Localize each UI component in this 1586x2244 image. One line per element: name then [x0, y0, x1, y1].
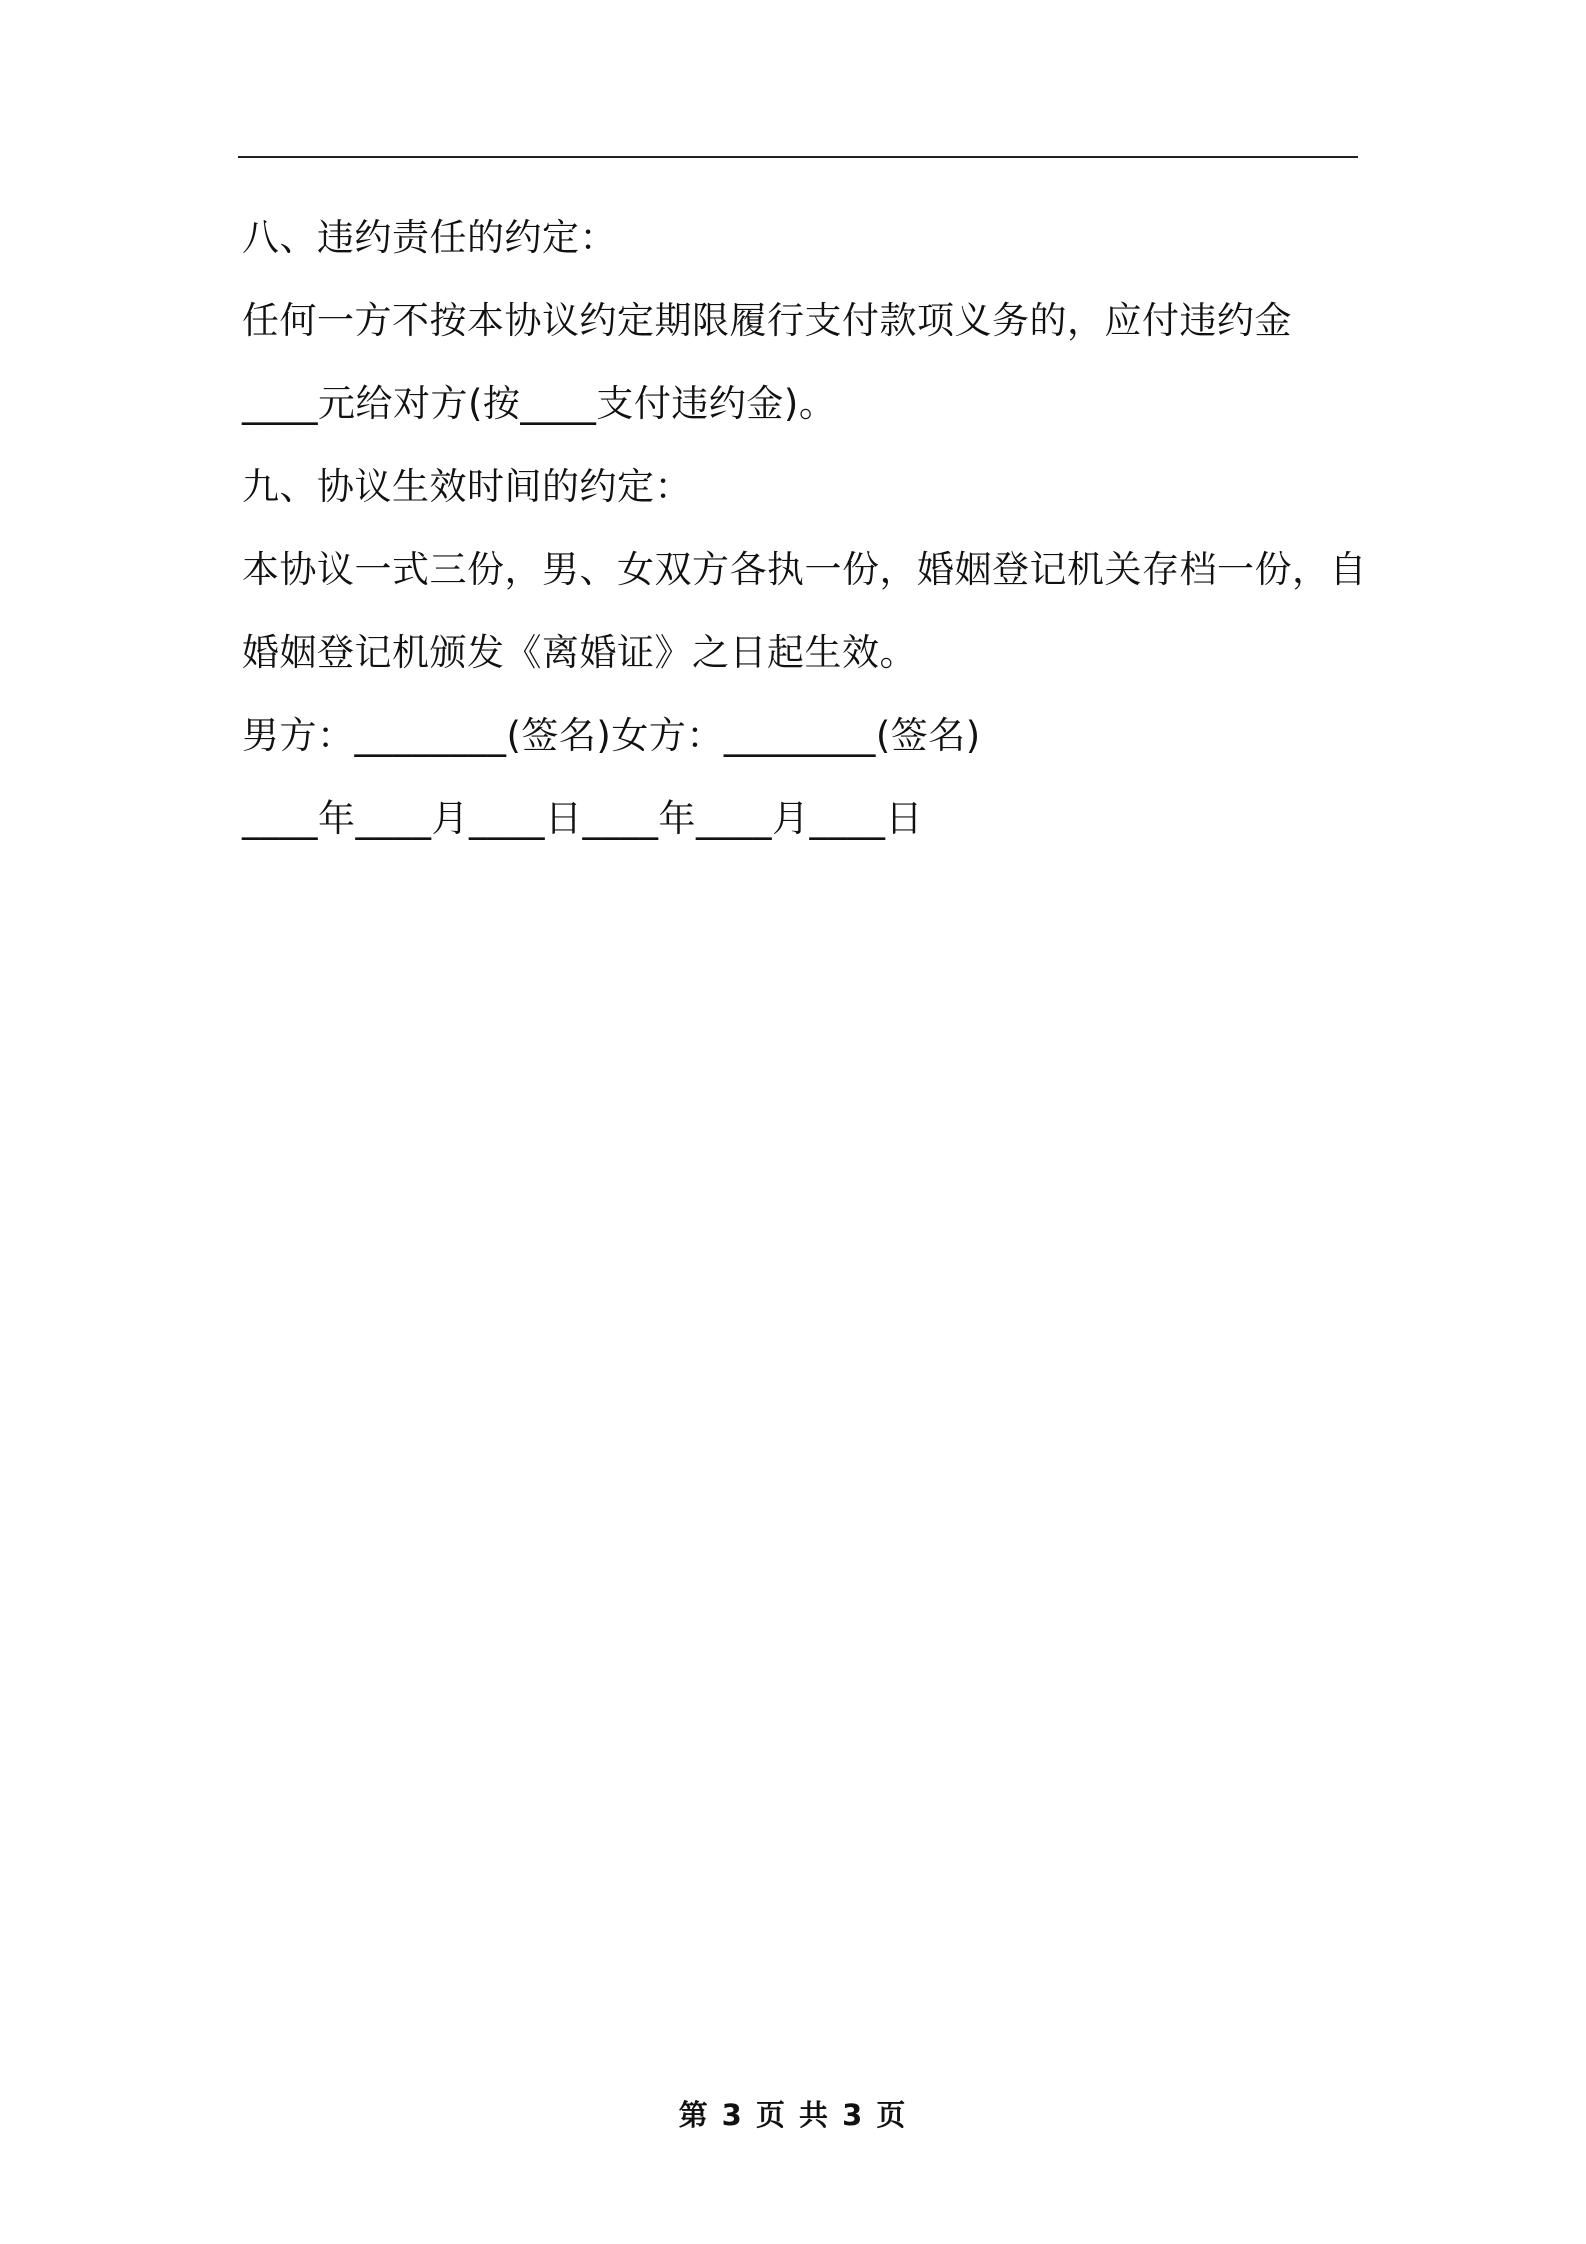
breach-liability-text-line-1: 任何一方不按本协议约定期限履行支付款项义务的，应付违约金 — [242, 299, 1292, 342]
section-heading-effective-date: 九、协议生效时间的约定： — [242, 465, 692, 508]
date-line: ____年____月____日____年____月____日 — [242, 797, 923, 840]
effective-date-text-line-1: 本协议一式三份，男、女双方各执一份，婚姻登记机关存档一份，自 — [242, 548, 1367, 591]
page-number-footer: 第 3 页 共 3 页 — [678, 2098, 908, 2132]
section-heading-breach-liability: 八、违约责任的约定： — [242, 216, 617, 259]
signature-line: 男方：________(签名)女方：________(签名) — [242, 714, 981, 757]
effective-date-text-line-2: 婚姻登记机颁发《离婚证》之日起生效。 — [242, 631, 917, 674]
breach-liability-text-line-2: ____元给对方(按____支付违约金)。 — [242, 382, 837, 425]
document-body — [242, 196, 1367, 860]
header-divider — [238, 156, 1358, 158]
